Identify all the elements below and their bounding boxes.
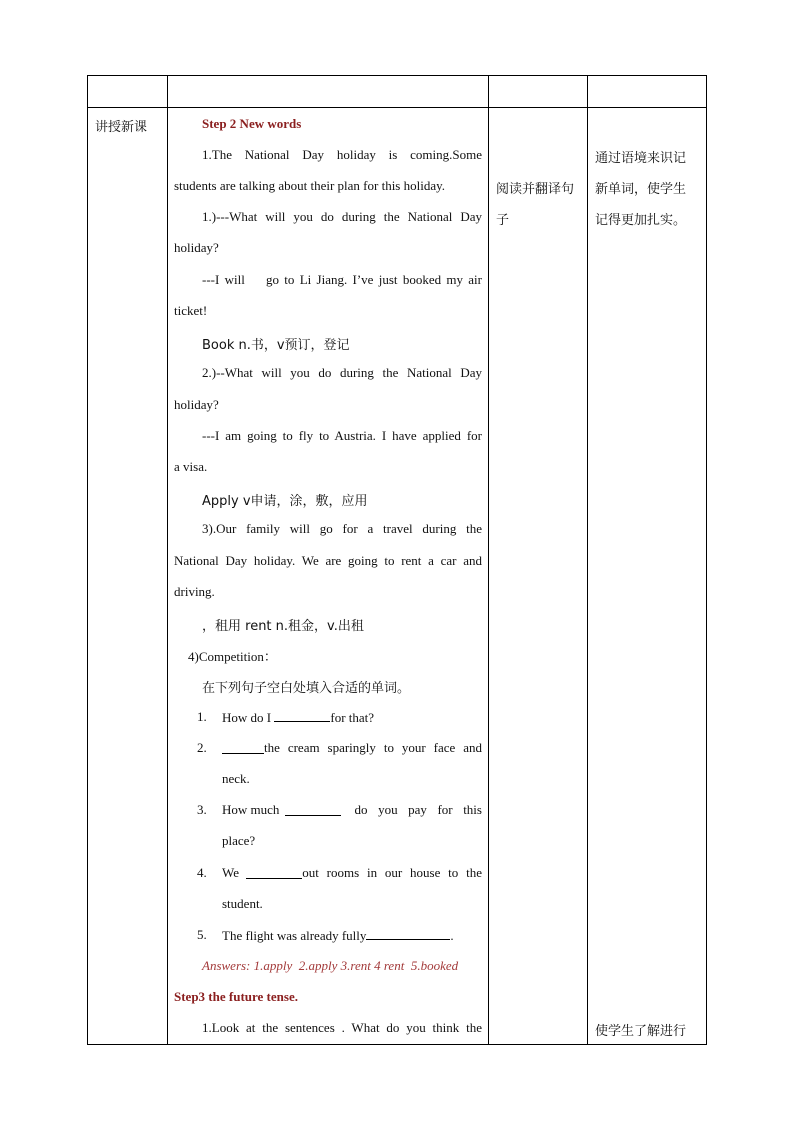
- dialog2-question-1: 2.)--What will you do during the National Day: [202, 365, 482, 380]
- dialog3-line-2: National Day holiday. We are going to rent a car and: [174, 553, 482, 568]
- item-text-after: do you pay for this: [343, 802, 482, 817]
- item-continuation: place?: [222, 833, 256, 848]
- purpose-line-1: 通过语境来识记: [595, 151, 687, 166]
- exercise-item-5: [222, 927, 454, 944]
- item-number: 1.: [197, 709, 207, 724]
- activity-line-1: 阅读并翻译句: [496, 182, 575, 197]
- item-text-after: the cream sparingly to your face and: [264, 740, 482, 755]
- intro-line-1: 1.The National Day holiday is coming.Some: [202, 147, 482, 162]
- stage-label: 讲授新课: [95, 120, 148, 135]
- dialog1-answer-2: ticket!: [174, 303, 208, 318]
- table-right-border: [706, 75, 707, 1045]
- item-text-before: How much: [222, 802, 283, 817]
- item-continuation: student.: [222, 896, 263, 911]
- table-left-border: [87, 75, 88, 1045]
- competition-heading: 4)Competition：: [188, 649, 277, 664]
- step3-title: Step3 the future tense.: [174, 989, 298, 1004]
- step2-title: Step 2 New words: [202, 116, 302, 131]
- dialog2-question-2: holiday?: [174, 397, 219, 412]
- activity-line-2: 子: [496, 213, 510, 228]
- answer-blank: [274, 709, 330, 722]
- column-divider-1: [167, 75, 168, 1045]
- purpose-line-3: 记得更加扎实。: [595, 213, 687, 228]
- item-text-after: for that?: [330, 710, 375, 725]
- item-number: 3.: [197, 802, 207, 817]
- item-number: 4.: [197, 865, 207, 880]
- dialog1-answer-1: ---I will go to Li Jiang. I’ve just booked my air: [202, 272, 482, 287]
- purpose-line-2: 新单词，使学生: [595, 182, 687, 197]
- word-apply-definition: Apply v申请，涂，敷，应用: [202, 494, 368, 509]
- header-row-divider: [87, 107, 707, 108]
- item-text-before: The flight was already fully: [222, 928, 367, 943]
- item-text-before: We: [222, 865, 243, 880]
- column-divider-2: [488, 75, 489, 1045]
- purpose-bottom-line: 使学生了解进行: [595, 1024, 687, 1039]
- table-top-border: [87, 75, 707, 76]
- dialog1-question-2: holiday?: [174, 240, 219, 255]
- answers-line: Answers: 1.apply 2.apply 3.rent 4 rent 5.booked: [202, 958, 459, 973]
- answer-blank: [222, 740, 264, 754]
- item-number: 2.: [197, 740, 207, 755]
- item-number: 5.: [197, 927, 207, 942]
- item-text-after: .: [450, 928, 454, 943]
- exercise-item-3: [222, 802, 482, 818]
- exercise-item-1: [222, 709, 374, 726]
- answer-blank: [285, 802, 341, 816]
- dialog3-line-1: 3).Our family will go for a travel during the: [202, 521, 482, 536]
- step3-line-1: 1.Look at the sentences . What do you think the: [202, 1020, 482, 1035]
- competition-instruction: 在下列句子空白处填入合适的单词。: [202, 681, 411, 696]
- table-bottom-border: [87, 1044, 707, 1045]
- word-book-definition: Book n.书，v预订，登记: [202, 338, 350, 353]
- item-continuation: neck.: [222, 771, 250, 786]
- word-rent-definition: ，租用 rent n.租金，v.出租: [202, 619, 364, 634]
- item-text-before: How do I: [222, 710, 275, 725]
- dialog3-line-3: driving.: [174, 584, 215, 599]
- exercise-item-2: [222, 740, 482, 756]
- dialog1-question-1: 1.)---What will you do during the National Day: [202, 209, 482, 224]
- answer-blank: [366, 927, 450, 940]
- exercise-item-4: [222, 865, 482, 881]
- dialog2-answer-2: a visa.: [174, 459, 208, 474]
- dialog2-answer-1: ---I am going to fly to Austria. I have applied for: [202, 428, 482, 443]
- column-divider-3: [587, 75, 588, 1045]
- answer-blank: [246, 865, 302, 879]
- item-text-after: out rooms in our house to the: [302, 865, 482, 880]
- intro-line-2: students are talking about their plan for this holiday.: [174, 178, 446, 193]
